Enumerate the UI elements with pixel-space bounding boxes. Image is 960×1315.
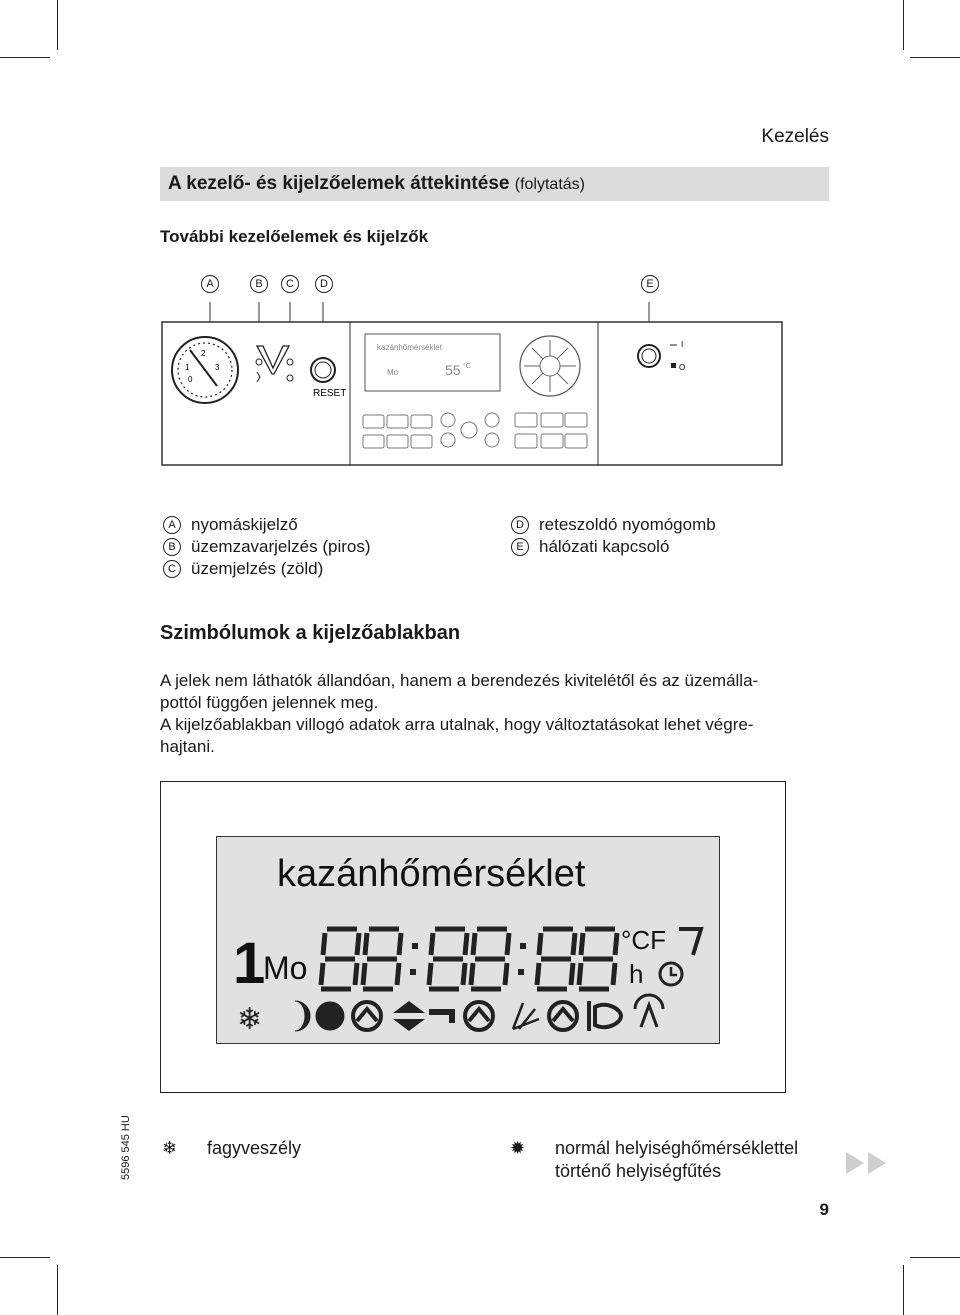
seven-segment-digits <box>321 929 617 989</box>
legend-item <box>163 558 371 580</box>
callout-letter: D <box>315 275 333 293</box>
symbol-frost <box>162 1137 302 1160</box>
fault-led-icon <box>256 359 262 365</box>
symbol-description: normál helyiséghőmérséklettel <box>555 1138 799 1158</box>
legend-item <box>163 536 371 558</box>
switch-label-off: O <box>679 363 686 372</box>
body-paragraph <box>160 670 835 758</box>
reset-label: RESET <box>313 388 347 399</box>
burner-icon <box>589 1001 621 1031</box>
page-number: 9 <box>819 1200 829 1219</box>
crop-mark <box>57 0 58 50</box>
lcd-hour: h <box>629 959 644 989</box>
chimney-sweep-icon <box>679 929 701 955</box>
paragraph-line: hajtani. <box>160 737 215 756</box>
power-switch-icon <box>638 345 660 367</box>
legend-text: üzemjelzés (zöld) <box>191 559 324 578</box>
moon-icon <box>295 1001 310 1031</box>
gauge-number: 1 <box>185 363 190 372</box>
page-title <box>168 173 585 195</box>
display-text: kazánhőmérséklet <box>377 343 442 352</box>
crop-mark <box>910 57 960 58</box>
sun-icon: ✹ <box>510 1138 526 1158</box>
title-main: A kezelő- és kijelzőelemek áttekintése <box>168 173 510 194</box>
symbol-description: történő helyiségfűtés <box>555 1161 722 1181</box>
legend-item <box>163 514 371 536</box>
paragraph-line: A kijelzőablakban villogó adatok arra utalnak, hogy változtatásokat lehet végre- <box>160 715 754 734</box>
display-day: Mo <box>387 368 399 377</box>
legend-left <box>163 514 371 580</box>
section-header: Kezelés <box>761 126 829 147</box>
crop-mark <box>0 57 50 58</box>
symbol-description: fagyveszély <box>207 1138 302 1158</box>
gauge-number: 0 <box>188 375 193 384</box>
section-title: Szimbólumok a kijelzőablakban <box>160 622 461 644</box>
crop-mark <box>903 1265 904 1315</box>
document-code: 5596 545 HU <box>120 1115 132 1180</box>
legend-key: C <box>163 560 181 578</box>
control-panel-illustration <box>155 290 795 475</box>
callout-letter: B <box>250 275 268 293</box>
gauge-number: 2 <box>201 349 206 358</box>
gauge-number: 3 <box>215 363 220 372</box>
lcd-display <box>216 836 720 1044</box>
frost-icon: ❄ <box>162 1138 178 1158</box>
title-bar <box>160 167 829 201</box>
crop-mark <box>0 1257 50 1258</box>
title-sub: (folytatás) <box>514 176 585 193</box>
legend-right <box>511 514 716 558</box>
operation-led-icon <box>287 359 293 365</box>
legend-key: A <box>163 516 181 534</box>
crop-mark <box>903 0 904 50</box>
reduced-heating-icon <box>316 1002 344 1030</box>
legend-item <box>511 514 716 536</box>
callout-letter: A <box>201 275 219 293</box>
display-unit: °C <box>463 363 471 370</box>
lcd-big-digit: 1 <box>233 931 266 996</box>
display-value: 55 <box>445 362 461 378</box>
lcd-title: kazánhőmérséklet <box>277 853 586 895</box>
frost-icon: ❄ <box>237 1003 263 1036</box>
legend-key: D <box>511 516 529 534</box>
updown-icon <box>393 1001 425 1031</box>
legend-item <box>511 536 716 558</box>
crop-mark <box>910 1257 960 1258</box>
legend-key: E <box>511 538 529 556</box>
radio-signal-icon <box>635 995 663 1027</box>
lcd-segments <box>217 837 719 1043</box>
crop-mark <box>57 1265 58 1315</box>
legend-key: B <box>163 538 181 556</box>
tap-icon <box>429 1009 455 1023</box>
paragraph-line: A jelek nem láthatók állandóan, hanem a berendezés kivitelétől és az üzemálla- <box>160 671 759 690</box>
callout-letter: C <box>281 275 299 293</box>
legend-text: reteszoldó nyomógomb <box>539 515 716 534</box>
lcd-day: Mo <box>263 950 308 986</box>
legend-text: üzemzavarjelzés (piros) <box>191 537 371 556</box>
next-page-arrows-icon <box>844 1150 890 1176</box>
lcd-units: °CF <box>621 925 667 955</box>
paragraph-line: pottól függően jelennek meg. <box>160 693 379 712</box>
subheading: További kezelőelemek és kijelzők <box>160 227 429 246</box>
lcd-symbol-row <box>237 995 663 1036</box>
legend-text: nyomáskijelző <box>191 515 298 534</box>
callout-letter: E <box>641 275 659 293</box>
legend-text: hálózati kapcsoló <box>539 537 670 556</box>
flame-lines-icon <box>513 1003 539 1029</box>
symbol-normal-heating <box>510 1137 799 1181</box>
switch-label-on: I <box>681 340 684 349</box>
